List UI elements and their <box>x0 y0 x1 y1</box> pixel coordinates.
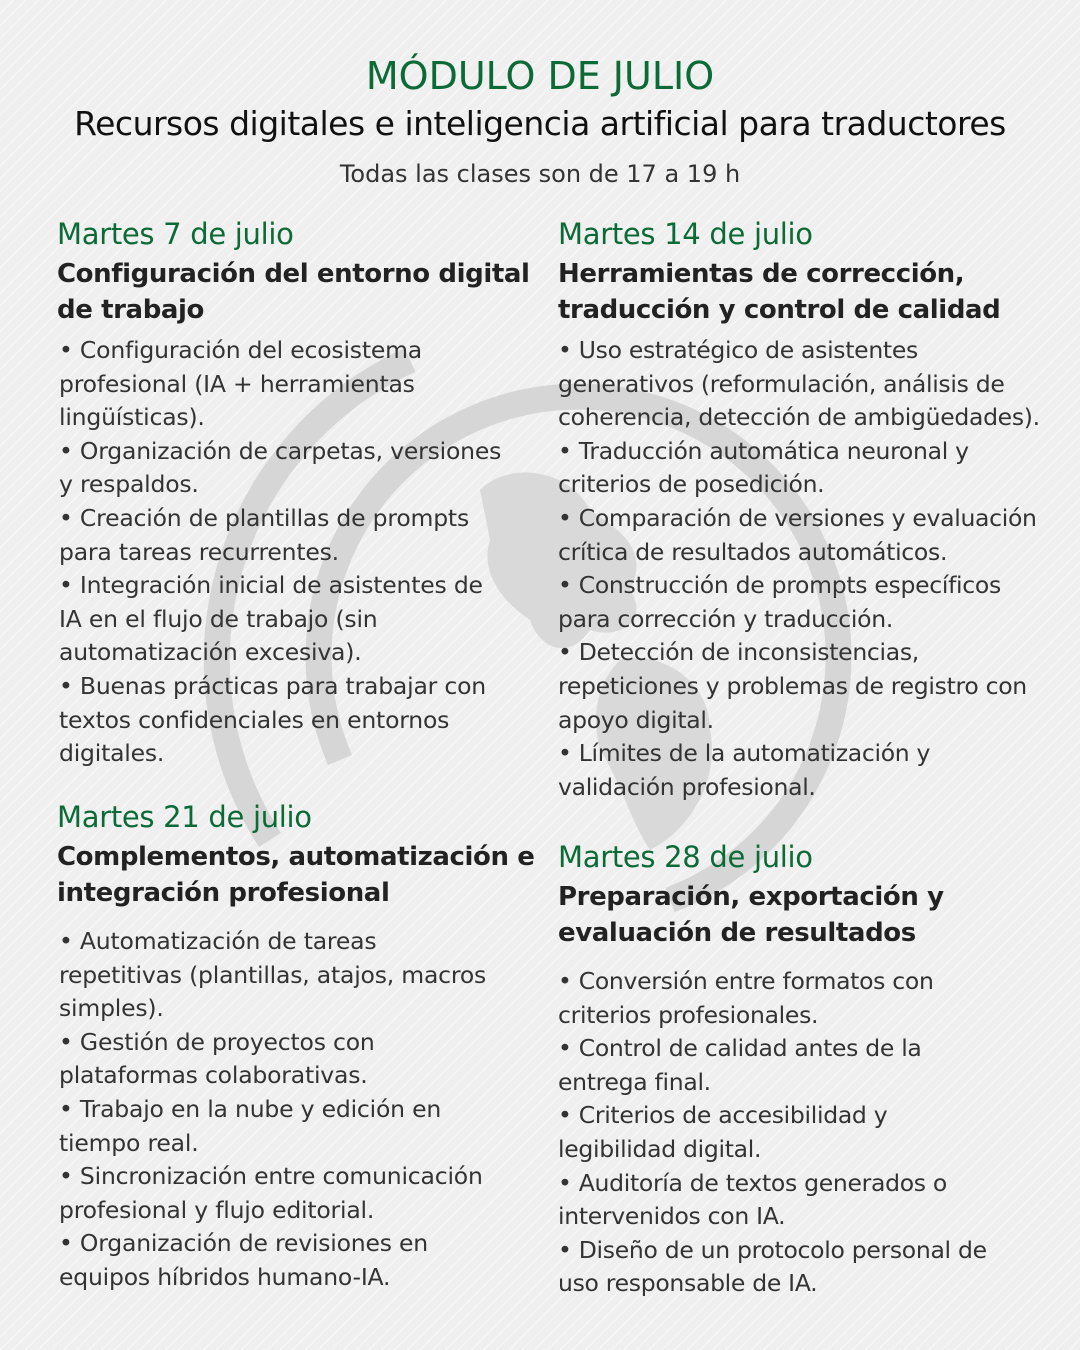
list-item: • Gestión de proyectos con <box>59 1027 375 1056</box>
session-topic <box>57 839 537 911</box>
session-date: Martes 21 de julio <box>57 800 312 834</box>
list-item: para tareas recurrentes. <box>59 537 339 566</box>
list-item: • Creación de plantillas de prompts <box>59 503 469 532</box>
list-item: • Sincronización entre comunicación <box>59 1162 483 1191</box>
session-topic <box>558 256 1063 328</box>
topic-line: de trabajo <box>57 295 205 325</box>
list-item: textos confidenciales en entornos <box>59 705 450 734</box>
list-item: • Construcción de prompts específicos <box>558 571 1001 600</box>
list-item: • Uso estratégico de asistentes <box>558 336 918 364</box>
list-item: simples). <box>59 994 164 1023</box>
page-title: MÓDULO DE JULIO <box>365 54 715 98</box>
session-july-21 <box>57 798 537 1295</box>
list-item: intervenidos con IA. <box>558 1202 786 1231</box>
list-item: uso responsable de IA. <box>558 1269 818 1298</box>
list-item: profesional y flujo editorial. <box>59 1195 375 1224</box>
list-item: • Traducción automática neuronal y <box>558 436 969 465</box>
list-item: • Automatización de tareas <box>59 927 377 955</box>
topic-line: integración profesional <box>57 878 390 908</box>
list-item: crítica de resultados automáticos. <box>558 537 948 566</box>
list-item: tiempo real. <box>59 1128 199 1157</box>
list-item: • Control de calidad antes de la <box>558 1034 922 1063</box>
list-item: y respaldos. <box>59 470 199 499</box>
list-item: repeticiones y problemas de registro con <box>558 671 1027 700</box>
session-topic <box>57 256 537 328</box>
session-item-list <box>558 334 1063 804</box>
session-date: Martes 14 de julio <box>558 217 813 251</box>
topic-line: Preparación, exportación y <box>558 882 944 912</box>
header <box>0 52 1080 190</box>
list-item: • Detección de inconsistencias, <box>558 638 919 667</box>
list-item: entrega final. <box>558 1067 711 1096</box>
list-item: • Límites de la automatización y <box>558 739 931 768</box>
topic-line: traducción y control de calidad <box>558 295 1001 325</box>
session-july-28 <box>558 838 1063 1301</box>
list-item: digitales. <box>59 739 165 768</box>
session-item-list <box>59 925 537 1295</box>
list-item: apoyo digital. <box>558 705 714 734</box>
topic-line: Herramientas de corrección, <box>558 259 965 289</box>
list-item: • Conversión entre formatos con <box>558 967 934 995</box>
schedule-note: Todas las clases son de 17 a 19 h <box>339 160 741 188</box>
topic-line: Complementos, automatización e <box>57 842 535 872</box>
list-item: • Configuración del ecosistema <box>59 336 422 364</box>
session-item-list <box>558 965 1063 1301</box>
list-item: coherencia, detección de ambigüedades). <box>558 403 1040 432</box>
list-item: profesional (IA + herramientas <box>59 369 415 398</box>
topic-line: evaluación de resultados <box>558 918 916 948</box>
session-july-14 <box>558 215 1063 804</box>
list-item: validación profesional. <box>558 772 816 801</box>
list-item: • Integración inicial de asistentes de <box>59 571 483 600</box>
list-item: legibilidad digital. <box>558 1134 762 1163</box>
list-item: criterios de posedición. <box>558 470 825 499</box>
session-date: Martes 28 de julio <box>558 840 813 874</box>
list-item: plataformas colaborativas. <box>59 1061 368 1090</box>
list-item: criterios profesionales. <box>558 1000 819 1029</box>
list-item: • Trabajo en la nube y edición en <box>59 1094 442 1123</box>
session-topic <box>558 879 1063 951</box>
topic-line: Configuración del entorno digital <box>57 259 530 289</box>
list-item: • Buenas prácticas para trabajar con <box>59 671 486 700</box>
list-item: • Organización de revisiones en <box>59 1229 428 1258</box>
list-item: automatización excesiva). <box>59 638 362 667</box>
list-item: • Criterios de accesibilidad y <box>558 1101 888 1130</box>
list-item: equipos híbridos humano-IA. <box>59 1262 391 1291</box>
list-item: para corrección y traducción. <box>558 604 893 633</box>
list-item: • Auditoría de textos generados o <box>558 1168 947 1197</box>
list-item: • Comparación de versiones y evaluación <box>558 503 1037 532</box>
list-item: • Organización de carpetas, versiones <box>59 436 502 465</box>
session-date: Martes 7 de julio <box>57 217 294 251</box>
list-item: lingüísticas). <box>59 403 205 432</box>
list-item: IA en el flujo de trabajo (sin <box>59 604 378 633</box>
list-item: • Diseño de un protocolo personal de <box>558 1235 987 1264</box>
session-july-7 <box>57 215 537 771</box>
list-item: repetitivas (plantillas, atajos, macros <box>59 960 487 989</box>
page-subtitle: Recursos digitales e inteligencia artificial para traductores <box>74 104 1006 143</box>
list-item: generativos (reformulación, análisis de <box>558 369 1005 398</box>
session-item-list <box>59 334 537 771</box>
